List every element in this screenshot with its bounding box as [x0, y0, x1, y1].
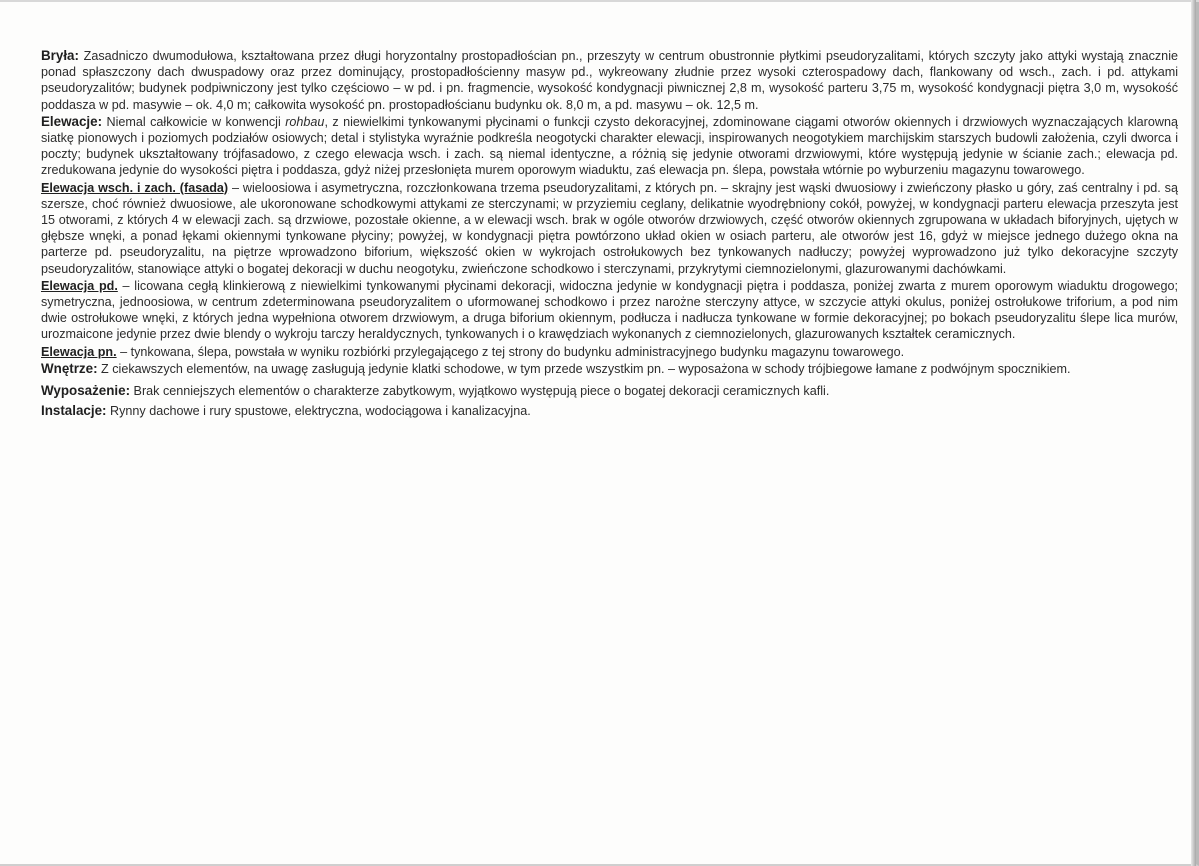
section-label-wnetrze: Wnętrze: [41, 360, 98, 376]
section-text-elewacja-pd: – licowana cegłą klinkierową z niewielkimi tynkowanymi płycinami dekoracji, widoczna jedynie w kondygnacji piętra i poddasza, poniżej zwarta z murem oporowym wiaduktu drogowego; symetryczna, jednoosiowa, w centrum zdeterminowana pseudoryzalitem o uformowanej schodkowo i przez narożne sterczyny attyce, w szczycie attyki okulus, poniżej ostrołukowe triforium, a pod nim dwie ostrołukowe wnęki, z których jedna wypełniona otworem drzwiowym, a druga biforium okiennym, podłucza i nadłucza tynkowane w formie dekoracyjnej; po bokach pseudoryzalitu ślepe lica murów, urozmaicone jedynie przez dwie blendy o wykroju tarczy heraldycznych, tynkowanych i o krawędziach wykonanych z ciemnozielonych, glazurowanych kształtek ceramicznych. [41, 278, 1178, 342]
section-label-elewacja-pd: Elewacja pd. [41, 278, 118, 293]
document-body [41, 48, 1178, 419]
section-text-elewacje-part2: , z niewielkimi tynkowanymi płycinami o funkcji czysto dekoracyjnej, zdominowane ciągami otworów okiennych i drzwiowych wyznaczających klarowną siatkę pionowych i poziomych podziałów osiowych; detal i stylistyka wyraźnie podkreśla neogotycki charakter elewacji, inspirowanych neogotykiem marchijskim starszych budowli założenia, czyli dworca i poczty; budynek ukształtowany trójfasadowo, z czego elewacja wsch. i zach. są niemal identyczne, a różnią się jedynie otworami drzwiowymi, które występują jedynie w ścianie zach.; elewacja pd. zredukowana jedynie do wysokości piętra i poddasza, gdyż niżej przesłonięta murem oporowym wiaduktu, zaś elewacja pn. ślepa, powstała wtórnie po wyburzeniu magazynu towarowego. [41, 114, 1178, 178]
section-label-wyposazenie: Wyposażenie: [41, 383, 131, 399]
page-top-edge [0, 0, 1199, 2]
paragraph-instalacje [41, 403, 1178, 419]
section-text-elewacje-italic: rohbau [285, 114, 325, 129]
paragraph-wnetrze [41, 361, 1178, 377]
paragraph-bryla [41, 48, 1178, 113]
section-label-elewacja-wsch-zach: Elewacja wsch. i zach. (fasada) [41, 180, 229, 195]
paragraph-wyposazenie [41, 383, 1178, 399]
paragraph-elewacje [41, 114, 1178, 179]
section-label-elewacje: Elewacje: [41, 113, 103, 129]
page-right-edge [1191, 0, 1196, 866]
section-label-instalacje: Instalacje: [41, 403, 107, 419]
paragraph-elewacja-pn [41, 344, 1178, 360]
section-label-bryla: Bryła: [41, 48, 79, 63]
section-label-elewacja-pn: Elewacja pn. [41, 344, 117, 359]
section-text-wnetrze: Z ciekawszych elementów, na uwagę zasługują jedynie klatki schodowe, w tym przede wszystkim pn. – wyposażona w schody trójbiegowe łamane z podwójnym spocznikiem. [97, 361, 1071, 376]
section-text-instalacje: Rynny dachowe i rury spustowe, elektryczna, wodociągowa i kanalizacyjna. [106, 404, 531, 419]
section-text-wyposazenie: Brak cenniejszych elementów o charakterze zabytkowym, wyjątkowo występują piece o bogatej dekoracji ceramicznych kafli. [130, 384, 830, 399]
paragraph-elewacja-wsch-zach [41, 180, 1178, 277]
section-text-elewacja-pn: – tynkowana, ślepa, powstała w wyniku rozbiórki przylegającego z tej strony do budynku administracyjnego budynku magazynu towarowego. [116, 344, 905, 359]
section-text-bryla: Zasadniczo dwumodułowa, kształtowana przez długi horyzontalny prostopadłościan pn., przeszyty w centrum obustronnie płytkimi pseudoryzalitami, których szczyty jako attyki wystają znacznie ponad spłaszczony dach dwuspadowy oraz przez dominujący, prostopadłościenny masyw pd., wykreowany złudnie przez wysoki czterospadowy dach, flankowany od wsch., zach. i pd. attykami pseudoryzalitów; budynek podpiwniczony jest tylko częściowo – w pd. i pn. fragmencie, wysokość kondygnacji piwnicznej 2,8 m, wysokość parteru 3,75 m, wysokość kondygnacji piętra 3,0 m, wysokość poddasza w pd. masywie – ok. 4,0 m; całkowita wysokość pn. prostopadłościanu budynku ok. 8,0 m, a pd. masywu – ok. 12,5 m. [41, 49, 1178, 112]
paragraph-elewacja-pd [41, 278, 1178, 343]
section-text-elewacja-wsch-zach: – wieloosiowa i asymetryczna, rozczłonkowana trzema pseudoryzalitami, z których pn. – skrajny jest wąski dwuosiowy i zwieńczony płasko u góry, zaś centralny i pd. są szersze, choć również dwuosiowe, ale ukoronowane schodkowymi attykami ze sterczynami; w przyziemiu ceglany, delikatnie wyodrębniony cokół, powyżej, w kondygnacji parteru elewacja przeszyta jest 15 otworami, z których 4 w elewacji zach. są drzwiowe, pozostałe okienne, a w elewacji wsch. brak w ogóle otworów drzwiowych, część otworów okiennych zgrupowana w układach biforyjnych, ujętych w głębsze wnęki, a ponad łękami okiennymi tynkowane płyciny; powyżej, w kondygnacji piętra powtórzono układ okien w osiach parteru, ale otworów jest 16, gdyż w miejsce jednego dużego okna na parterze pd. pseudoryzalitu, na piętrze wprowadzono biforium, większość okien w wykrojach ostrołukowych bez tynkowanych nadłuczy; powyżej wyprowadzono już tylko dekoracyjne szczyty pseudoryzalitów, stanowiące attyki o bogatej dekoracji w duchu neogotyku, zwieńczone schodkowo i sterczynami, przykrytymi ciemnozielonymi, glazurowanymi dachówkami. [41, 180, 1178, 276]
section-text-elewacje-part1: Niemal całkowicie w konwencji [102, 114, 286, 129]
